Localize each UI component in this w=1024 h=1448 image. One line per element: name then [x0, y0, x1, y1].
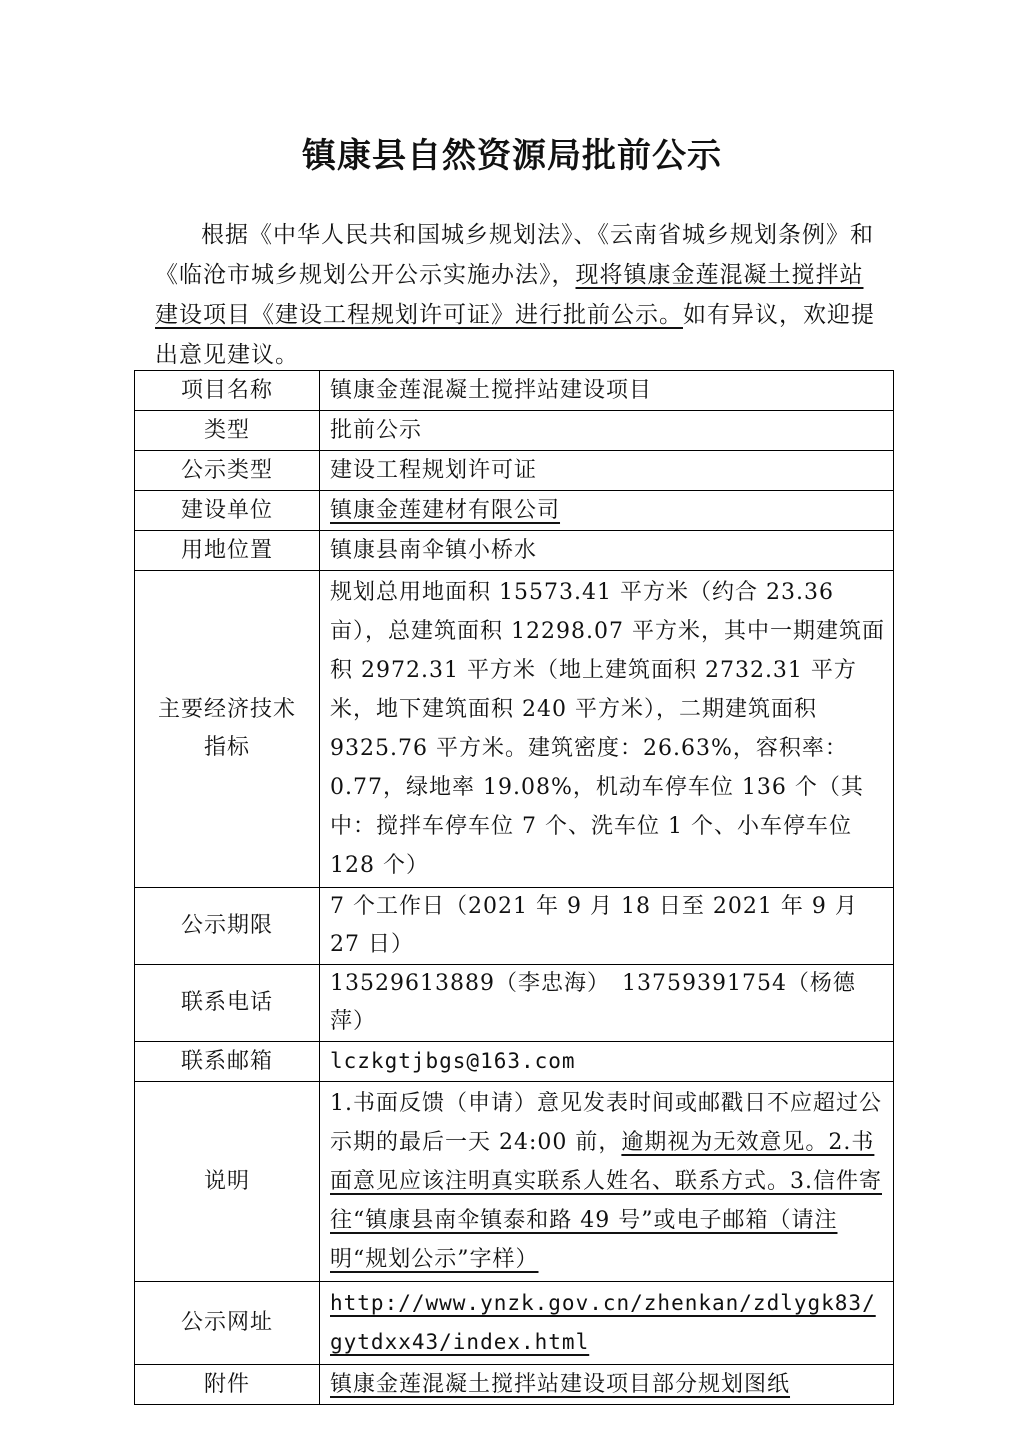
intro-paragraph [155, 215, 875, 375]
table-row [135, 1042, 894, 1082]
location-label: 用地位置 [135, 531, 320, 571]
table-row [135, 411, 894, 451]
location-value: 镇康县南伞镇小桥水 [320, 531, 894, 571]
table-row [135, 371, 894, 411]
website-label: 公示网址 [135, 1282, 320, 1365]
type-label: 类型 [135, 411, 320, 451]
project-name-value: 镇康金莲混凝土搅拌站建设项目 [320, 371, 894, 411]
table-row [135, 451, 894, 491]
indicators-label [135, 571, 320, 888]
indicators-label-line2: 指标 [203, 735, 250, 760]
project-name-label: 项目名称 [135, 371, 320, 411]
notice-table [134, 370, 894, 1405]
email-value[interactable]: lczkgtjbgs@163.com [330, 1049, 576, 1073]
email-label: 联系邮箱 [135, 1042, 320, 1082]
notice-type-label: 公示类型 [135, 451, 320, 491]
table-row [135, 1282, 894, 1365]
table-row [135, 571, 894, 888]
indicators-value: 规划总用地面积 15573.41 平方米（约合 23.36 亩），总建筑面积 12298.07 平方米，其中一期建筑面积 2972.31 平方米（地上建筑面积 2732.31 平方米，地下建筑面积 240 平方米），二期建筑面积 9325.76 平方米。建筑密度：26.63%，容积率：0.77，绿地率 19.08%，机动车停车位 136 个（其中：搅拌车停车位 7 个、洗车位 1 个、小车停车位 128 个） [320, 571, 894, 888]
builder-label: 建设单位 [135, 491, 320, 531]
period-value: 7 个工作日（2021 年 9 月 18 日至 2021 年 9 月 27 日） [320, 888, 894, 965]
notes-value [320, 1082, 894, 1282]
intro-underlined-text: 现将镇康金莲混凝土搅拌站建设项目《建设工程规划许可证》进行批前公示。 [155, 262, 864, 328]
period-label: 公示期限 [135, 888, 320, 965]
type-value: 批前公示 [320, 411, 894, 451]
page-title: 镇康县自然资源局批前公示 [302, 136, 722, 176]
table-row [135, 491, 894, 531]
phone-label: 联系电话 [135, 965, 320, 1042]
website-link[interactable]: http://www.ynzk.gov.cn/zhenkan/zdlygk83/gytdxx43/index.html [330, 1291, 876, 1354]
table-row [135, 1365, 894, 1405]
intro-closing-text: 如有异议，欢迎提出意见建议。 [155, 302, 875, 368]
notes-text: 1.书面反馈（申请）意见发表时间或邮戳日不应超过公示期的最后一天 24:00 前， [330, 1091, 882, 1155]
notes-label: 说明 [135, 1082, 320, 1282]
table-row [135, 531, 894, 571]
table-row [135, 965, 894, 1042]
notes-underlined-text: 逾期视为无效意见。2.书面意见应该注明真实联系人姓名、联系方式。3.信件寄往“镇康县南伞镇泰和路 49 号”或电子邮箱（请注明“规划公示”字样） [330, 1130, 882, 1272]
builder-value: 镇康金莲建材有限公司 [330, 497, 561, 523]
attachment-link[interactable]: 镇康金莲混凝土搅拌站建设项目部分规划图纸 [330, 1371, 791, 1397]
indicators-label-line1: 主要经济技术 [157, 697, 296, 722]
notice-type-value: 建设工程规划许可证 [320, 451, 894, 491]
table-row [135, 888, 894, 965]
table-row [135, 1082, 894, 1282]
intro-text: 根据《中华人民共和国城乡规划法》、《云南省城乡规划条例》和《临沧市城乡规划公开公示实施办法》， [155, 222, 874, 288]
phone-value: 13529613889（李忠海） 13759391754（杨德萍） [320, 965, 894, 1042]
attachment-label: 附件 [135, 1365, 320, 1405]
